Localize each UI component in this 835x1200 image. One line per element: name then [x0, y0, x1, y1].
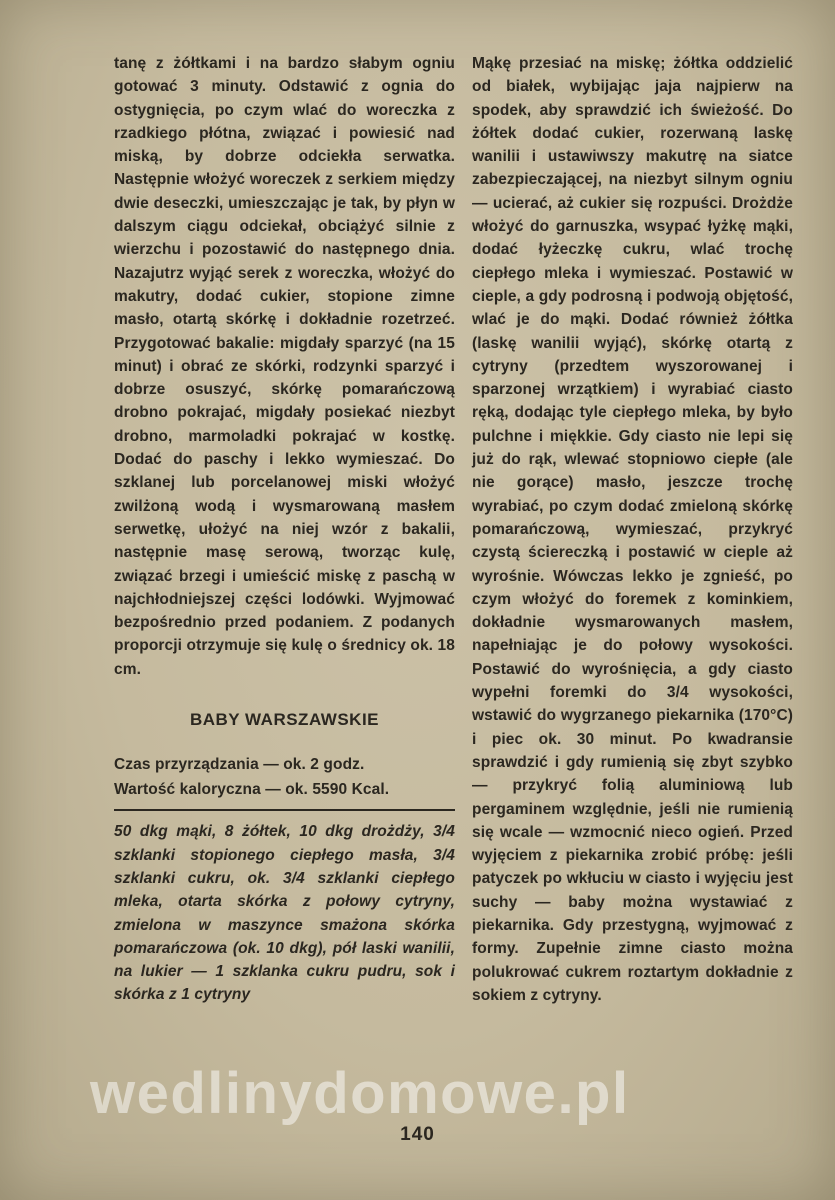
page-number: 140 [400, 1124, 435, 1145]
left-column [114, 52, 455, 1007]
recipe-title: BABY WARSZAWSKIE [189, 710, 380, 730]
ingredients-text: 50 dkg mąki, 8 żółtek, 10 dkg drożdży, 3/4 szklanki stopionego ciepłego masła, 3/4 szklanki cukru, ok. 3/4 szklanki ciepłego mleka, otarta skórka z połowy cytryny, zmielona w maszynce smażona skórka pomarańczowa (ok. 10 dkg), pół laski wanilii, na lukier — 1 szklanka cukru pudru, sok i skórka z 1 cytryny [114, 823, 455, 1004]
pascha-recipe-continued-text: tanę z żółtkami i na bardzo słabym ogniu gotować 3 minuty. Odstawić z ognia do ostygnięcia, po czym wlać do woreczka z rzadkiego płótna, związać i powiesić nad miską, by dobrze odciekła serwatka. Następnie włożyć woreczek z serkiem między dwie deseczki, umieszczając je tak, by płyn w dalszym ciągu odciekał, obciążyć silnie z wierzchu i pozostawić do następnego dnia. Nazajutrz wyjąć serek z woreczka, włożyć do makutry, dodać cukier, stopione zimne masło, otartą skórkę i dokładnie rozetrzeć. Przygotować bakalie: migdały sparzyć (na 15 minut) i obrać ze skórki, rodzynki sparzyć i dobrze osuszyć, skórkę pomarańczową drobno pokrajać, migdały posiekać niezbyt drobno, marmoladki pokrajać w kostkę. Dodać do paschy i lekko wymieszać. Do szklanej lub porcelanowej miski włożyć zwilżoną wodą i wysmarowaną masłem serwetkę, ułożyć na niej wzór z bakalii, następnie masę serową, tworząc kulę, związać brzegi i umieścić miskę z paschą w najchłodniejszej części lodówki. Wyjmować bezpośrednio przed podaniem. Z podanych proporcji otrzymuje się kulę o średnicy ok. 18 cm. [114, 55, 455, 678]
calories-line: Wartość kaloryczna — ok. 5590 Kcal. [114, 781, 390, 799]
prep-time-line: Czas przyrządzania — ok. 2 godz. [114, 756, 365, 774]
baby-recipe-instructions-text: Mąkę przesiać na miskę; żółtka oddzielić od białek, wybijając jaja najpierw na spodek, aby sprawdzić ich świeżość. Do żółtek dodać cukier, rozerwaną laskę wanilii i ustawiwszy makutrę na siatce zabezpieczającej, na niezbyt silnym ogniu — ucierać, aż cukier się rozpuści. Drożdże włożyć do garnuszka, wsypać łyżkę mąki, dodać łyżeczkę cukru, wlać trochę ciepłego mleka i wymieszać. Postawić w cieple, a gdy podrosną i podwoją objętość, wlać je do mąki. Dodać również żółtka (laskę wanilii wyjąć), skórkę otartą z cytryny (przedtem wyszorowanej i sparzonej wrzątkiem) i wyrabiać ciasto ręką, dodając tyle ciepłego mleka, by było pulchne i miękkie. Gdy ciasto nie lepi się już do rąk, wlewać stopniowo ciepłe (ale nie gorące) masło, jeszcze trochę wyrabiać, po czym dodać zmieloną skórkę pomarańczową, wymieszać, przykryć czystą ściereczką i postawić w cieple aż wyrośnie. Wówczas lekko je zgnieść, po czym włożyć do foremek z kominkiem, dokładnie wysmarowanych masłem, napełniając je do połowy wysokości. Postawić do wyrośnięcia, a gdy ciasto wypełni foremki do 3/4 wysokości, wstawić do wygrzanego piekarnika (170°C) i piec ok. 30 minut. Po kwadransie sprawdzić i gdy rumienią się zbyt szybko — przykryć folią aluminiową lub pergaminem względnie, jeśli nie rumienią się wcale — wzmocnić nieco ogień. Przed wyjęciem z piekarnika zrobić próbę: jeśli patyczek po wkłuciu w ciasto i wyjęciu jest suchy — baby można wystawiać z piekarnika. Gdy przestygną, wyjmować z formy. Zupełnie zimne ciasto można polukrować cukrem roztartym dokładnie z sokiem z cytryny. [472, 55, 793, 1004]
ingredients-divider [114, 809, 455, 811]
site-watermark: wedlinydomowe.pl [90, 1061, 630, 1126]
right-column [472, 52, 793, 1007]
